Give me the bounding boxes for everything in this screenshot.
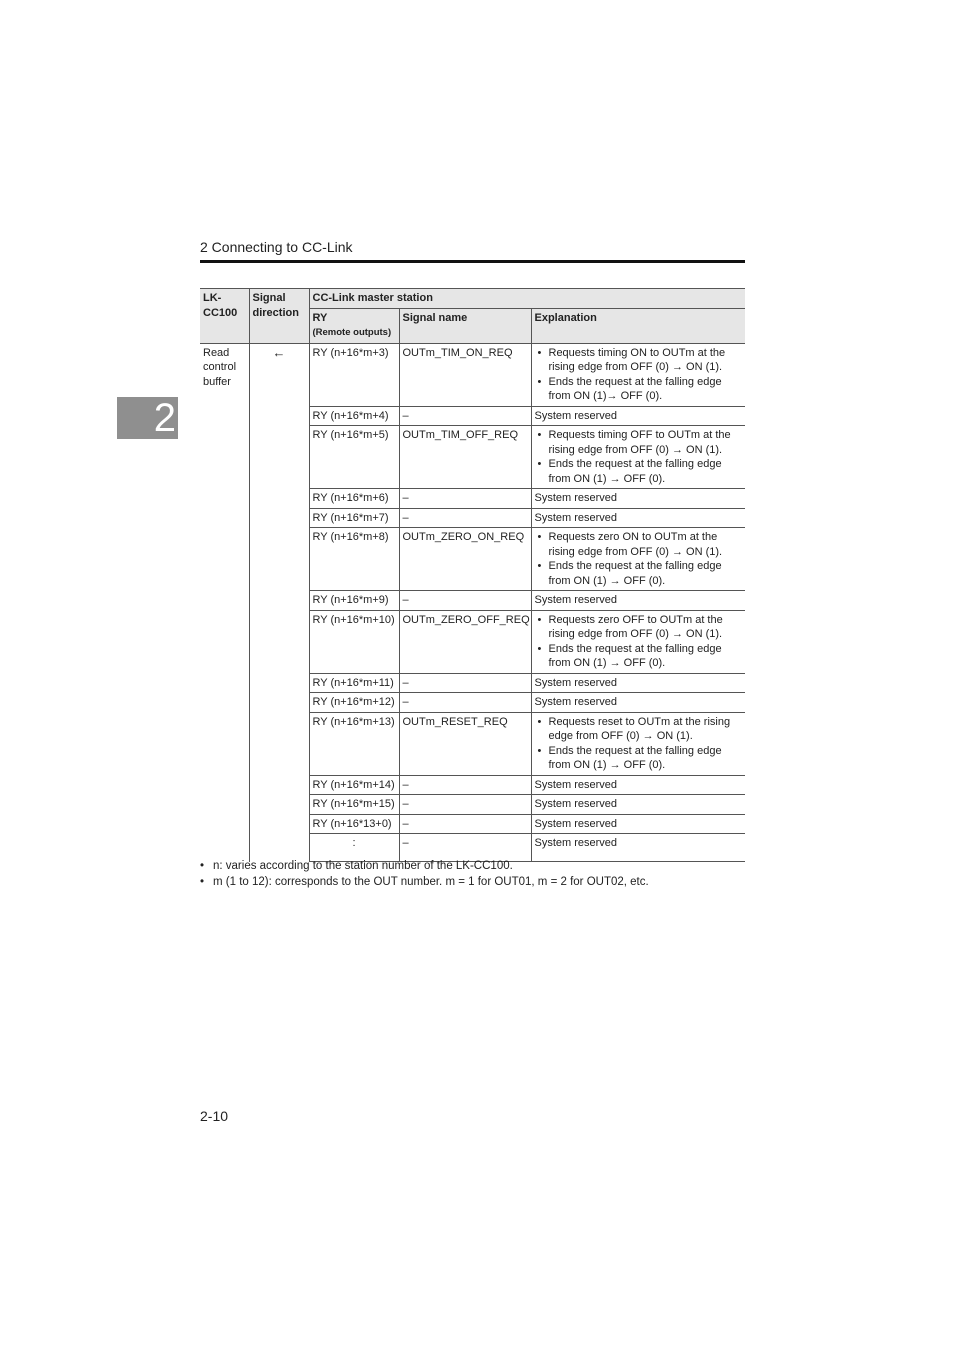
table-header-row-1 — [200, 289, 745, 309]
page-header-title: 2 Connecting to CC-Link — [200, 239, 353, 255]
footnote-text: m (1 to 12): corresponds to the OUT number. m = 1 for OUT01, m = 2 for OUT02, etc. — [213, 876, 649, 888]
signal-name: – — [399, 673, 531, 693]
signal-name: – — [399, 591, 531, 611]
ry-address: RY (n+16*m+5) — [309, 426, 399, 489]
ry-address: RY (n+16*m+15) — [309, 795, 399, 815]
explanation-bullet-line: from ON (1) → OFF (0). — [548, 657, 666, 669]
signal-table — [200, 288, 745, 862]
explanation — [531, 528, 745, 591]
signal-name: – — [399, 834, 531, 862]
footnote-text: n: varies according to the station number of the LK-CC100. — [213, 860, 513, 872]
signal-name: OUTm_ZERO_OFF_REQ — [399, 610, 531, 673]
explanation-bullet-line: rising edge from OFF (0) → ON (1). — [548, 545, 723, 558]
ry-address: RY (n+16*m+8) — [309, 528, 399, 591]
signal-name: – — [399, 775, 531, 795]
header-lk-line2: CC100 — [203, 306, 238, 319]
explanation-bullet: • Requests zero ON to OUTm at the rising edge from OFF (0) → ON (1). — [537, 531, 723, 558]
ry-address: RY (n+16*m+9) — [309, 591, 399, 611]
explanation-bullet: • Requests timing OFF to OUTm at the rising edge from OFF (0) → ON (1). — [537, 429, 731, 456]
footnote-item: • n: varies according to the station number of the LK-CC100. — [200, 860, 513, 872]
explanation-bullet-line: rising edge from OFF (0) → ON (1). — [548, 628, 723, 640]
explanation: System reserved — [531, 693, 745, 713]
explanation: System reserved — [531, 775, 745, 795]
explanation-bullet-line: from ON (1) → OFF (0). — [548, 759, 666, 771]
explanation-bullet-line: from ON (1) → OFF (0). — [548, 574, 666, 587]
explanation-bullet-line: from ON (1) → OFF (0). — [548, 472, 666, 485]
explanation-bullet-line: rising edge from OFF (0) → ON (1). — [548, 361, 723, 373]
ry-address: RY (n+16*m+12) — [309, 693, 399, 713]
explanation-bullet-line: Requests timing OFF to OUTm at the — [548, 429, 731, 441]
ry-address: RY (n+16*m+10) — [309, 610, 399, 673]
explanation-bullet: • Ends the request at the falling edge from ON (1) → OFF (0). — [537, 642, 722, 669]
explanation — [531, 610, 745, 673]
explanation-bullet-line: from ON (1)→ OFF (0). — [548, 390, 663, 402]
explanation-bullet-line: Ends the request at the falling edge — [548, 458, 722, 470]
lk-value-line: Read — [203, 346, 230, 359]
explanation: System reserved — [531, 834, 745, 862]
explanation: System reserved — [531, 406, 745, 426]
header-lk-line1: LK- — [203, 292, 222, 304]
header-ry — [309, 308, 399, 343]
header-ry-label: RY — [312, 311, 328, 324]
header-master-station: CC-Link master station — [309, 289, 745, 309]
signal-name: – — [399, 406, 531, 426]
signal-name: OUTm_ZERO_ON_REQ — [399, 528, 531, 591]
explanation-bullet-line: Ends the request at the falling edge — [548, 375, 722, 388]
header-signal-name: Signal name — [399, 308, 531, 343]
explanation: System reserved — [531, 591, 745, 611]
signal-name: – — [399, 693, 531, 713]
page-number: 2-10 — [200, 1108, 229, 1124]
signal-name: OUTm_RESET_REQ — [399, 712, 531, 775]
explanation-bullet-line: edge from OFF (0) → ON (1). — [548, 730, 693, 742]
ry-address: RY (n+16*m+4) — [309, 406, 399, 426]
header-signal-direction — [249, 289, 309, 344]
explanation-bullet-line: Requests timing ON to OUTm at the — [548, 346, 726, 359]
header-lk-cc100 — [200, 289, 249, 344]
vertical-ellipsis: : — [352, 837, 356, 849]
explanation-bullet-line: Requests reset to OUTm at the rising — [548, 715, 731, 728]
signal-direction-arrow-icon: ← — [249, 343, 309, 862]
header-explanation: Explanation — [531, 308, 745, 343]
ry-address: RY (n+16*13+0) — [309, 814, 399, 834]
header-signal-line2: direction — [252, 306, 299, 319]
ry-address: RY (n+16*m+7) — [309, 508, 399, 528]
header-signal-line1: Signal — [252, 292, 286, 304]
explanation-bullet-line: rising edge from OFF (0) → ON (1). — [548, 443, 723, 456]
explanation-bullet: • Requests reset to OUTm at the rising edge from OFF (0) → ON (1). — [537, 715, 731, 742]
signal-name: – — [399, 489, 531, 509]
explanation-bullet-line: Requests zero OFF to OUTm at the — [548, 613, 723, 626]
explanation: System reserved — [531, 508, 745, 528]
explanation-bullet: • Ends the request at the falling edge from ON (1)→ OFF (0). — [537, 375, 722, 402]
lk-cc100-value — [200, 343, 249, 862]
explanation — [531, 712, 745, 775]
lk-value-line: control — [203, 361, 237, 373]
signal-name: OUTm_TIM_OFF_REQ — [399, 426, 531, 489]
ry-address: RY (n+16*m+14) — [309, 775, 399, 795]
ry-address: RY (n+16*m+13) — [309, 712, 399, 775]
explanation-bullet: • Requests timing ON to OUTm at the rising edge from OFF (0) → ON (1). — [537, 346, 726, 373]
header-ry-sub: (Remote outputs) — [312, 327, 392, 338]
explanation-bullet-line: Ends the request at the falling edge — [548, 642, 722, 655]
explanation — [531, 426, 745, 489]
explanation: System reserved — [531, 814, 745, 834]
explanation-bullet: • Requests zero OFF to OUTm at the rising edge from OFF (0) → ON (1). — [537, 613, 723, 640]
table-row — [200, 343, 745, 406]
lk-value-line: buffer — [203, 375, 231, 388]
footnotes — [200, 858, 649, 890]
explanation: System reserved — [531, 673, 745, 693]
signal-name: – — [399, 508, 531, 528]
header-divider — [200, 260, 745, 263]
explanation-bullet: • Ends the request at the falling edge from ON (1) → OFF (0). — [537, 744, 722, 771]
footnote-item: • m (1 to 12): corresponds to the OUT number. m = 1 for OUT01, m = 2 for OUT02, etc. — [200, 876, 649, 888]
chapter-tab: 2 — [117, 397, 178, 439]
signal-name: OUTm_TIM_ON_REQ — [399, 343, 531, 406]
ry-address: RY (n+16*m+11) — [309, 673, 399, 693]
explanation: System reserved — [531, 795, 745, 815]
ry-address: RY (n+16*m+6) — [309, 489, 399, 509]
explanation-bullet-line: Ends the request at the falling edge — [548, 560, 722, 572]
signal-name: – — [399, 795, 531, 815]
ry-address: RY (n+16*m+3) — [309, 343, 399, 406]
explanation: System reserved — [531, 489, 745, 509]
explanation — [531, 343, 745, 406]
explanation-bullet: • Ends the request at the falling edge from ON (1) → OFF (0). — [537, 560, 722, 587]
explanation-bullet-line: Ends the request at the falling edge — [548, 744, 722, 757]
explanation-bullet: • Ends the request at the falling edge from ON (1) → OFF (0). — [537, 458, 722, 485]
signal-name: – — [399, 814, 531, 834]
explanation-bullet-line: Requests zero ON to OUTm at the — [548, 531, 718, 543]
